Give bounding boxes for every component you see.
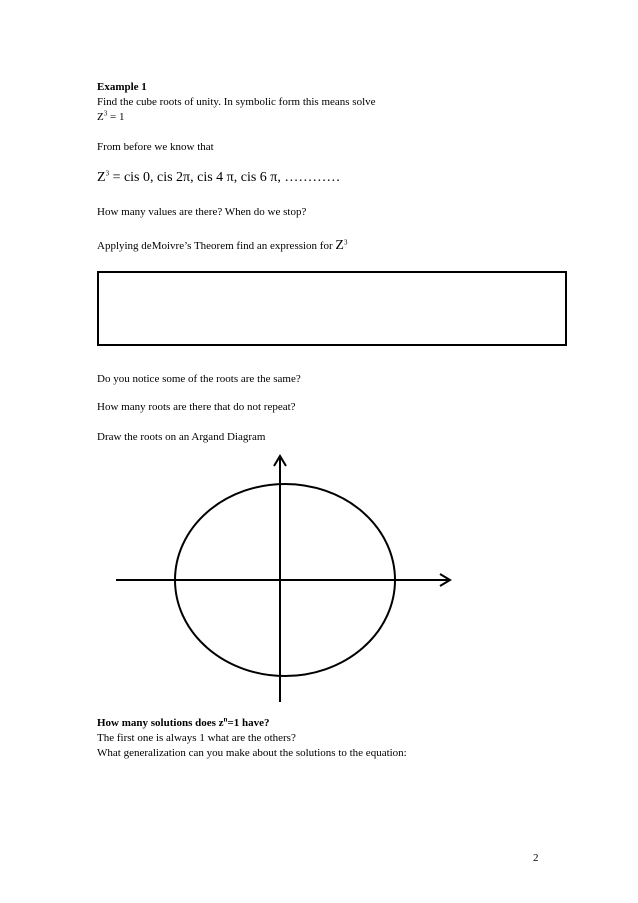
solutions-heading-suffix: =1 have? (227, 717, 270, 729)
answer-box[interactable] (97, 271, 567, 346)
first-one-text: The first one is always 1 what are the others? (97, 732, 296, 744)
cis-line (97, 169, 340, 187)
draw-instruction: Draw the roots on an Argand Diagram (97, 431, 266, 443)
solutions-heading-exponent: n (223, 715, 228, 724)
question-nonrepeat: How many roots are there that do not repeat? (97, 401, 296, 413)
equation-line (97, 110, 124, 124)
page-number: 2 (533, 852, 539, 864)
applying-exponent: 3 (343, 238, 348, 247)
equation-base: Z (97, 111, 104, 123)
generalization-text: What generalization can you make about the solutions to the equation: (97, 747, 407, 759)
argand-diagram[interactable] (110, 450, 460, 708)
equation-exponent: 3 (103, 109, 108, 118)
applying-base: Z (335, 238, 344, 253)
example-heading: Example 1 (97, 81, 147, 93)
cis-base: Z (97, 170, 106, 185)
equation-rest: = 1 (107, 111, 125, 123)
solutions-heading-prefix: How many solutions does z (97, 717, 224, 729)
cis-exponent: 3 (105, 169, 110, 178)
instruction-text: Find the cube roots of unity. In symbolic form this means solve (97, 96, 376, 108)
question-same: Do you notice some of the roots are the same? (97, 373, 301, 385)
question-values: How many values are there? When do we stop? (97, 206, 307, 218)
applying-text: Applying deMoivre’s Theorem find an expression for (97, 240, 336, 252)
cis-values: = cis 0, cis 2π, cis 4 π, cis 6 π, ………… (109, 170, 341, 185)
from-before-text: From before we know that (97, 141, 214, 153)
applying-line (97, 237, 347, 255)
solutions-heading (97, 716, 269, 730)
